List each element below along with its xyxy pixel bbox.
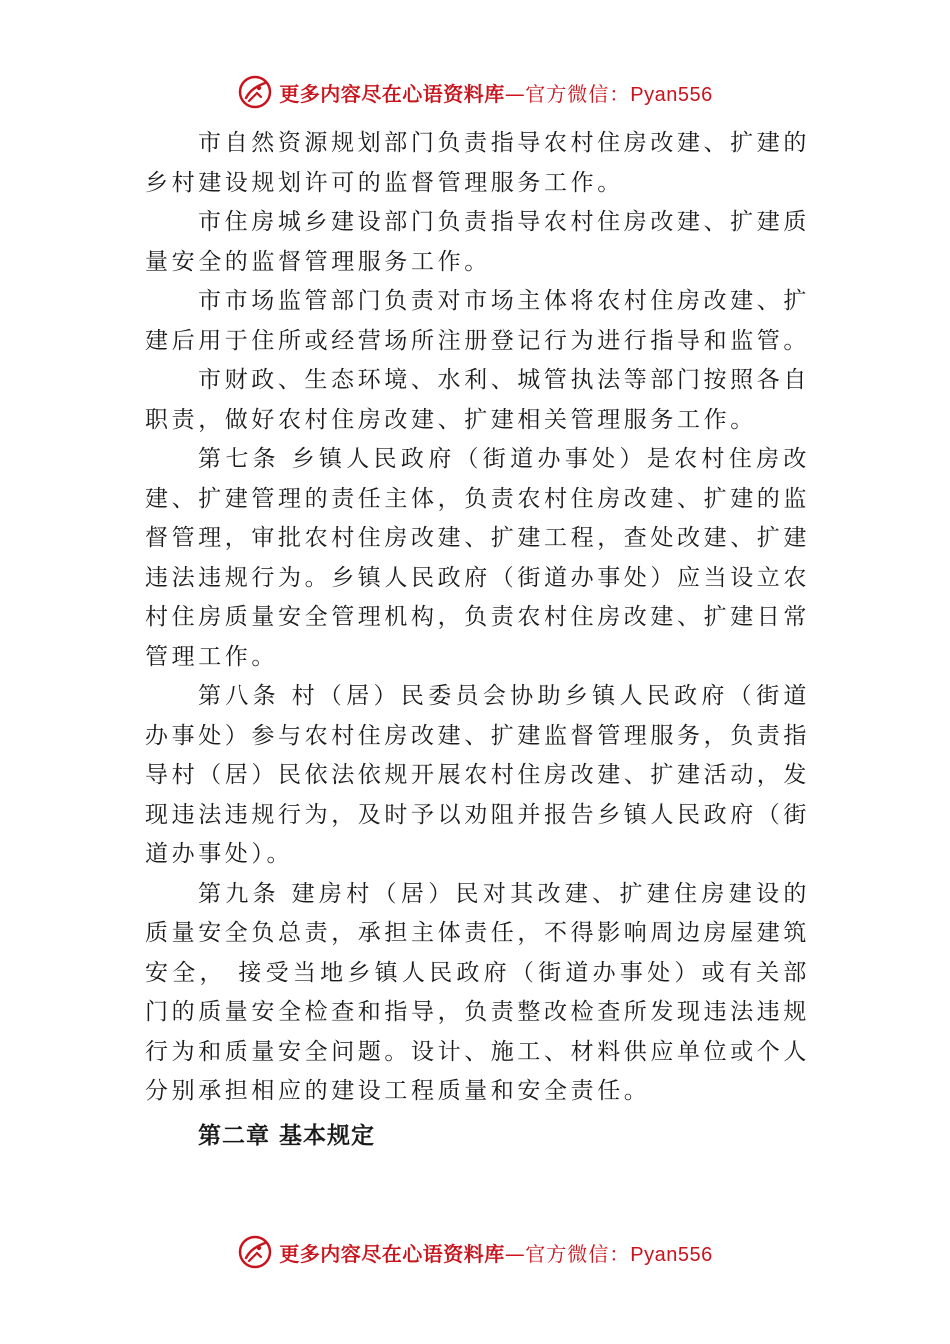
paragraph-market-supervision: 市市场监管部门负责对市场主体将农村住房改建、扩建后用于住所或经营场所注册登记行为进行指导和监管。 [145,288,810,354]
document-body [145,124,810,1156]
banner-text [279,78,712,107]
banner-slogan: 更多内容尽在心语资料库 [279,81,505,106]
paragraph-article-7: 第七条 乡镇人民政府（街道办事处）是农村住房改建、扩建管理的责任主体，负责农村住房改建、扩建的监督管理，审批农村住房改建、扩建工程，查处改建、扩建违法违规行为。乡镇人民政府（街道办事处）应当设立农村住房质量安全管理机构，负责农村住房改建、扩建日常管理工作。 [145,446,810,670]
banner-text [279,1238,712,1267]
paragraph-housing-construction: 市住房城乡建设部门负责指导农村住房改建、扩建质量安全的监督管理服务工作。 [145,209,810,275]
paragraph-finance-departments: 市财政、生态环境、水利、城管执法等部门按照各自职责，做好农村住房改建、扩建相关管理服务工作。 [145,367,810,433]
chapter-heading: 第二章 基本规定 [198,1122,376,1149]
banner-separator: — [504,81,526,106]
banner-wechat-label: 官方微信： [525,1241,631,1266]
banner-slogan: 更多内容尽在心语资料库 [279,1241,505,1266]
header-banner [0,72,950,112]
banner-wechat-label: 官方微信： [525,81,631,106]
paragraph-natural-resources: 市自然资源规划部门负责指导农村住房改建、扩建的乡村建设规划许可的监督管理服务工作。 [145,130,810,196]
book-logo-icon [237,1234,273,1270]
banner-wechat-id: Pyan556 [630,83,713,106]
banner-separator: — [504,1241,526,1266]
paragraph-article-9: 第九条 建房村（居）民对其改建、扩建住房建设的质量安全负总责，承担主体责任，不得影响周边房屋建筑安全， 接受当地乡镇人民政府（街道办事处）或有关部门的质量安全检查和指导，负责整改检查所发现违法违规行为和质量安全问题。设计、施工、材料供应单位或个人分别承担相应的建设工程质量和安全责任。 [145,880,810,1104]
footer-banner [0,1232,950,1272]
banner-wechat-id: Pyan556 [630,1243,713,1266]
paragraph-article-8: 第八条 村（居）民委员会协助乡镇人民政府（街道办事处）参与农村住房改建、扩建监督管理服务，负责指导村（居）民依法依规开展农村住房改建、扩建活动，发现违法违规行为，及时予以劝阻并报告乡镇人民政府（街道办事处）。 [145,683,810,867]
book-logo-icon [237,74,273,110]
